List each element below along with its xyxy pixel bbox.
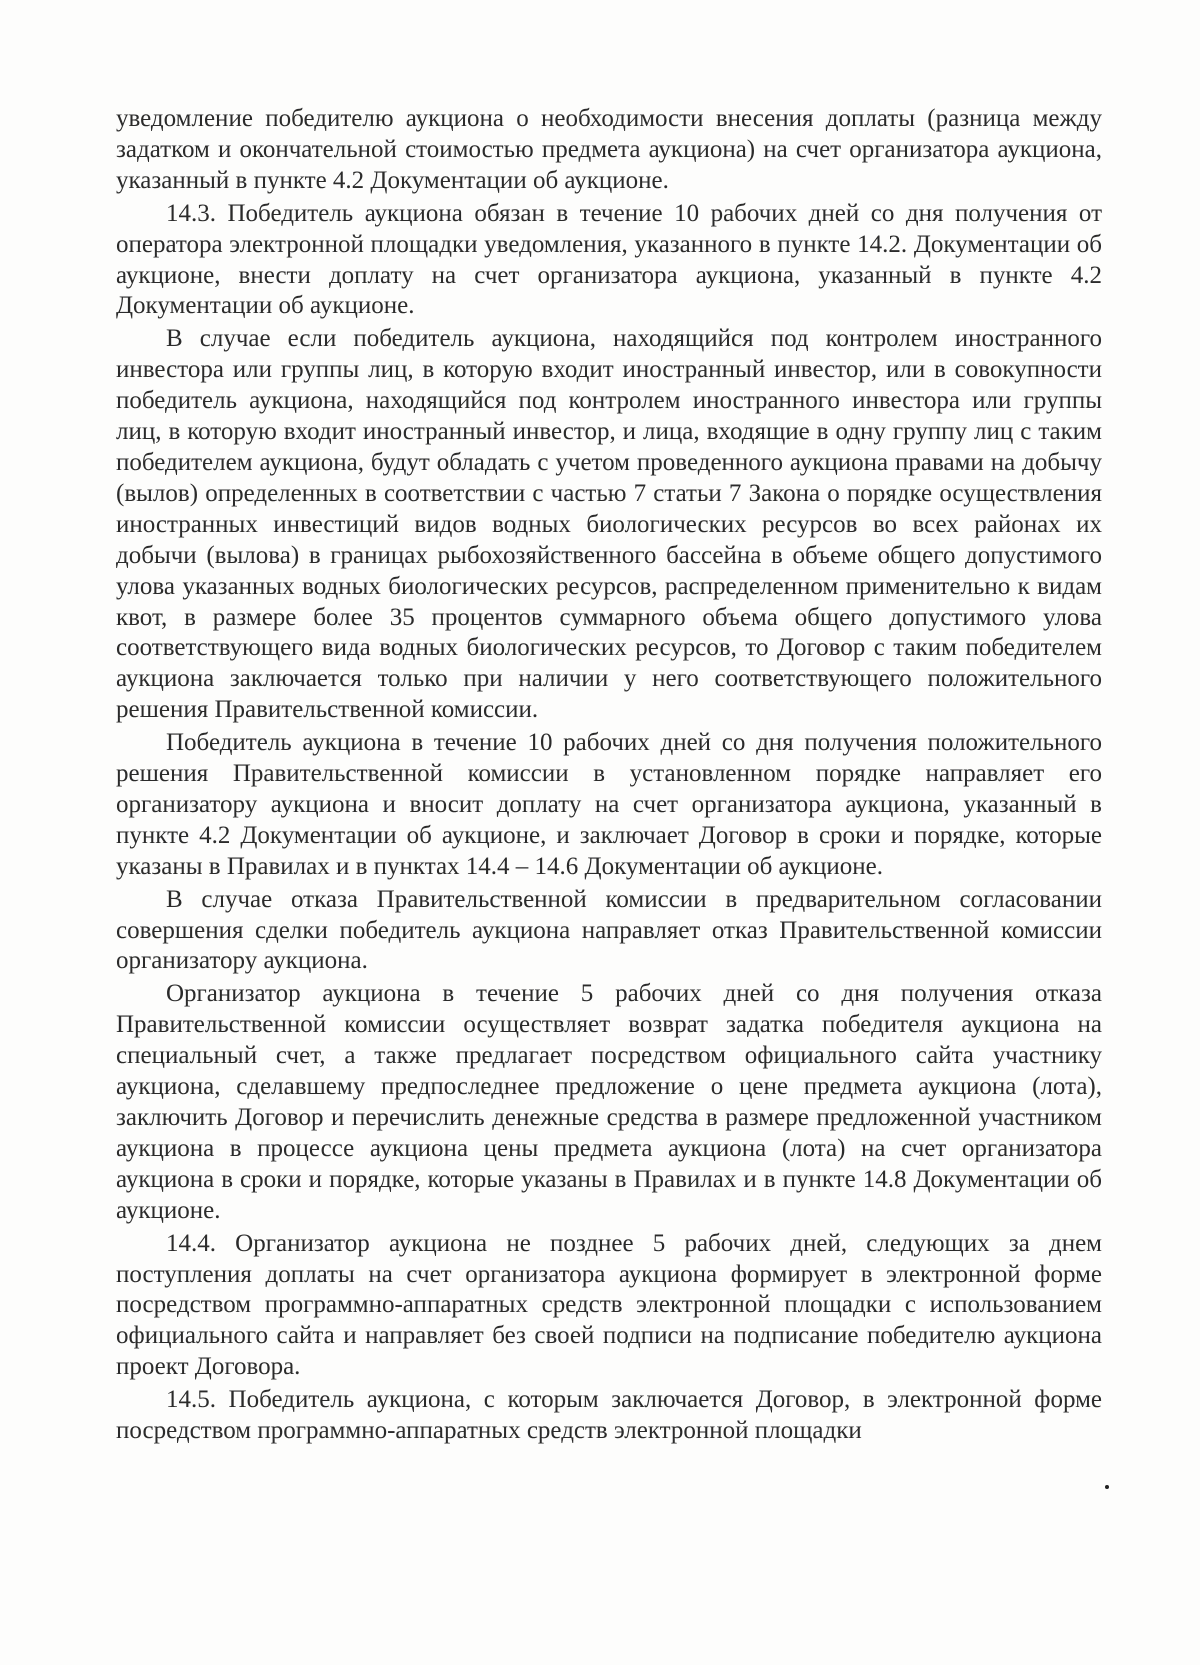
paragraph-14-5: 14.5. Победитель аукциона, с которым заключается Договор, в электронной форме посредством программно-аппаратных средств электронной площадки xyxy=(116,1386,1102,1445)
paragraph-foreign-investor: В случае если победитель аукциона, находящийся под контролем иностранного инвестора или группы лиц, в которую входит иностранный инвестор, или в совокупности победитель аукциона, находящийся под контролем иностранного инвестора или группы лиц, в которую входит иностранный инвестор, и лица, входящие в одну группу лиц с таким победителем аукциона, будут обладать с учетом проведенного аукциона правами на добычу (вылов) определенных в соответствии с частью 7 статьи 7 Закона о порядке осуществления иностранных инвестиций видов водных биологических ресурсов во всех районах их добычи (вылова) в границах рыбохозяйственного бассейна в объеме общего допустимого улова указанных водных биологических ресурсов, распределенном применительно к видам квот, в размере более 35 процентов суммарного объема общего допустимого улова соответствующего вида водных биологических ресурсов, то Договор с таким победителем аукциона заключается только при наличии у него соответствующего положительного решения Правительственной комиссии. xyxy=(116,325,1102,724)
paragraph-commission-refusal: В случае отказа Правительственной комиссии в предварительном согласовании совершения сделки победитель аукциона направляет отказ Правительственной комиссии организатору аукциона. xyxy=(116,885,1102,975)
paragraph-winner-positive-decision: Победитель аукциона в течение 10 рабочих дней со дня получения положительного решения Правительственной комиссии в установленном порядке направляет его организатору аукциона и вносит доплату на счет организатора аукциона, указанный в пункте 4.2 Документации об аукционе, и заключает Договор в сроки и порядке, которые указаны в Правилах и в пунктах 14.4 – 14.6 Документации об аукционе. xyxy=(116,729,1102,880)
document-body xyxy=(116,104,1102,1447)
paragraph-14-4: 14.4. Организатор аукциона не позднее 5 рабочих дней, следующих за днем поступления доплаты на счет организатора аукциона формирует в электронной форме посредством программно-аппаратных средств электронной площадки с использованием официального сайта и направляет без своей подписи на подписание победителю аукциона проект Договора. xyxy=(116,1229,1102,1381)
scan-speck xyxy=(1105,1485,1109,1489)
paragraph-14-3: 14.3. Победитель аукциона обязан в течение 10 рабочих дней со дня получения от оператора электронной площадки уведомления, указанного в пункте 14.2. Документации об аукционе, внести доплату на счет организатора аукциона, указанный в пункте 4.2 Документации об аукционе. xyxy=(116,199,1102,320)
paragraph-deposit-return: Организатор аукциона в течение 5 рабочих дней со дня получения отказа Правительственной комиссии осуществляет возврат задатка победителя аукциона на специальный счет, а также предлагает посредством официального сайта участнику аукциона, сделавшему предпоследнее предложение о цене предмета аукциона (лота), заключить Договор и перечислить денежные средства в размере предложенной участником аукциона в процессе аукциона цены предмета аукциона (лота) на счет организатора аукциона в сроки и порядке, которые указаны в Правилах и в пункте 14.8 Документации об аукционе. xyxy=(116,980,1102,1224)
paragraph-continuation: уведомление победителю аукциона о необходимости внесения доплаты (разница между задатком и окончательной стоимостью предмета аукциона) на счет организатора аукциона, указанный в пункте 4.2 Документации об аукционе. xyxy=(116,105,1102,194)
